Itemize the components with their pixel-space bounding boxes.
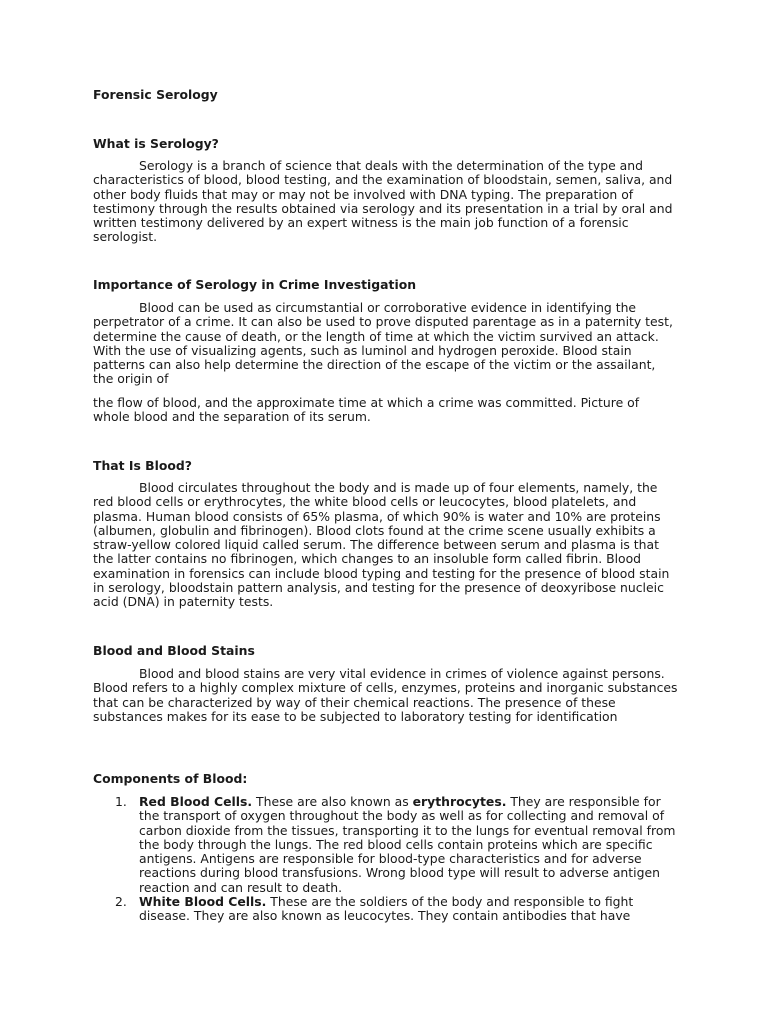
- list-item-title: White Blood Cells.: [139, 894, 267, 910]
- heading-what-is-serology: What is Serology?: [93, 136, 219, 151]
- document-title: Forensic Serology: [93, 87, 218, 102]
- list-item: [93, 795, 678, 895]
- paragraph-blood-stains: [93, 667, 678, 724]
- heading-blood-stains: Blood and Blood Stains: [93, 643, 255, 658]
- components-list: [93, 795, 678, 924]
- paragraph-that-is-blood-text: Blood circulates throughout the body and is made up of four elements, namely, the red blood cells or erythrocytes, the white blood cells or leucocytes, blood platelets, and plasma. Human blood consists of 65% plasma, of which 90% is water and 10% are proteins (albumen, globulin and fibrinogen). Blood clots found at the crime scene usually exhibits a straw-yellow colored liquid called serum. The difference between serum and plasma is that the latter contains no fibrinogen, which changes to an insoluble form called fibrin. Blood examination in forensics can include blood typing and testing for the presence of blood stain in serology, bloodstain pattern analysis, and testing for the presence of deoxyribose nucleic acid (DNA) in paternity tests.: [93, 480, 670, 610]
- list-item-text-b: They are responsible for the transport of oxygen throughout the body as well as for collecting and removal of carbon dioxide from the tissues, transporting it to the lungs for eventual removal from the body through the lungs. The red blood cells contain proteins which are specific antigens. Antigens are responsible for blood-type characteristics and for adverse reactions during blood transfusions. Wrong blood type will result to adverse antigen reaction and can result to death.: [139, 794, 676, 895]
- paragraph-that-is-blood: [93, 481, 678, 610]
- list-item: [93, 895, 678, 924]
- list-item-number: 2.: [115, 894, 127, 910]
- list-item-text-a: These are also known as: [252, 794, 413, 809]
- list-item-bold-term: erythrocytes.: [412, 794, 507, 809]
- paragraph-what-is-serology-text: Serology is a branch of science that deals with the determination of the type and characteristics of blood, blood testing, and the examination of bloodstain, semen, saliva, and other body fluids that may or may not be involved with DNA typing. The preparation of testimony through the results obtained via serology and its presentation in a trial by oral and written testimony delivered by an expert witness is the main job function of a forensic serologist.: [93, 158, 673, 245]
- paragraph-importance-2: the flow of blood, and the approximate time at which a crime was committed. Picture of whole blood and the separation of its serum.: [93, 395, 640, 425]
- paragraph-importance-1-text: Blood can be used as circumstantial or corroborative evidence in identifying the perpetrator of a crime. It can also be used to prove disputed parentage as in a paternity test, determine the cause of death, or the length of time at which the victim survived an attack. With the use of visualizing agents, such as luminol and hydrogen peroxide. Blood stain patterns can also help determine the direction of the escape of the victim or the assailant, the origin of: [93, 300, 673, 387]
- heading-that-is-blood: That Is Blood?: [93, 458, 192, 473]
- heading-components: Components of Blood:: [93, 771, 248, 786]
- list-item-title: Red Blood Cells.: [139, 794, 253, 809]
- list-item-text-a: These are the soldiers of the body and responsible to fight disease. They are also known as leucocytes. They contain antibodies that have: [139, 894, 634, 924]
- paragraph-importance-1: [93, 301, 678, 387]
- paragraph-what-is-serology: [93, 159, 678, 245]
- list-item-number: 1.: [115, 794, 127, 809]
- heading-importance: Importance of Serology in Crime Investigation: [93, 277, 417, 292]
- paragraph-blood-stains-text: Blood and blood stains are very vital evidence in crimes of violence against persons. Blood refers to a highly complex mixture of cells, enzymes, proteins and inorganic substances that can be characterized by way of their chemical reactions. The presence of these substances makes for its ease to be subjected to laboratory testing for identification: [93, 666, 678, 724]
